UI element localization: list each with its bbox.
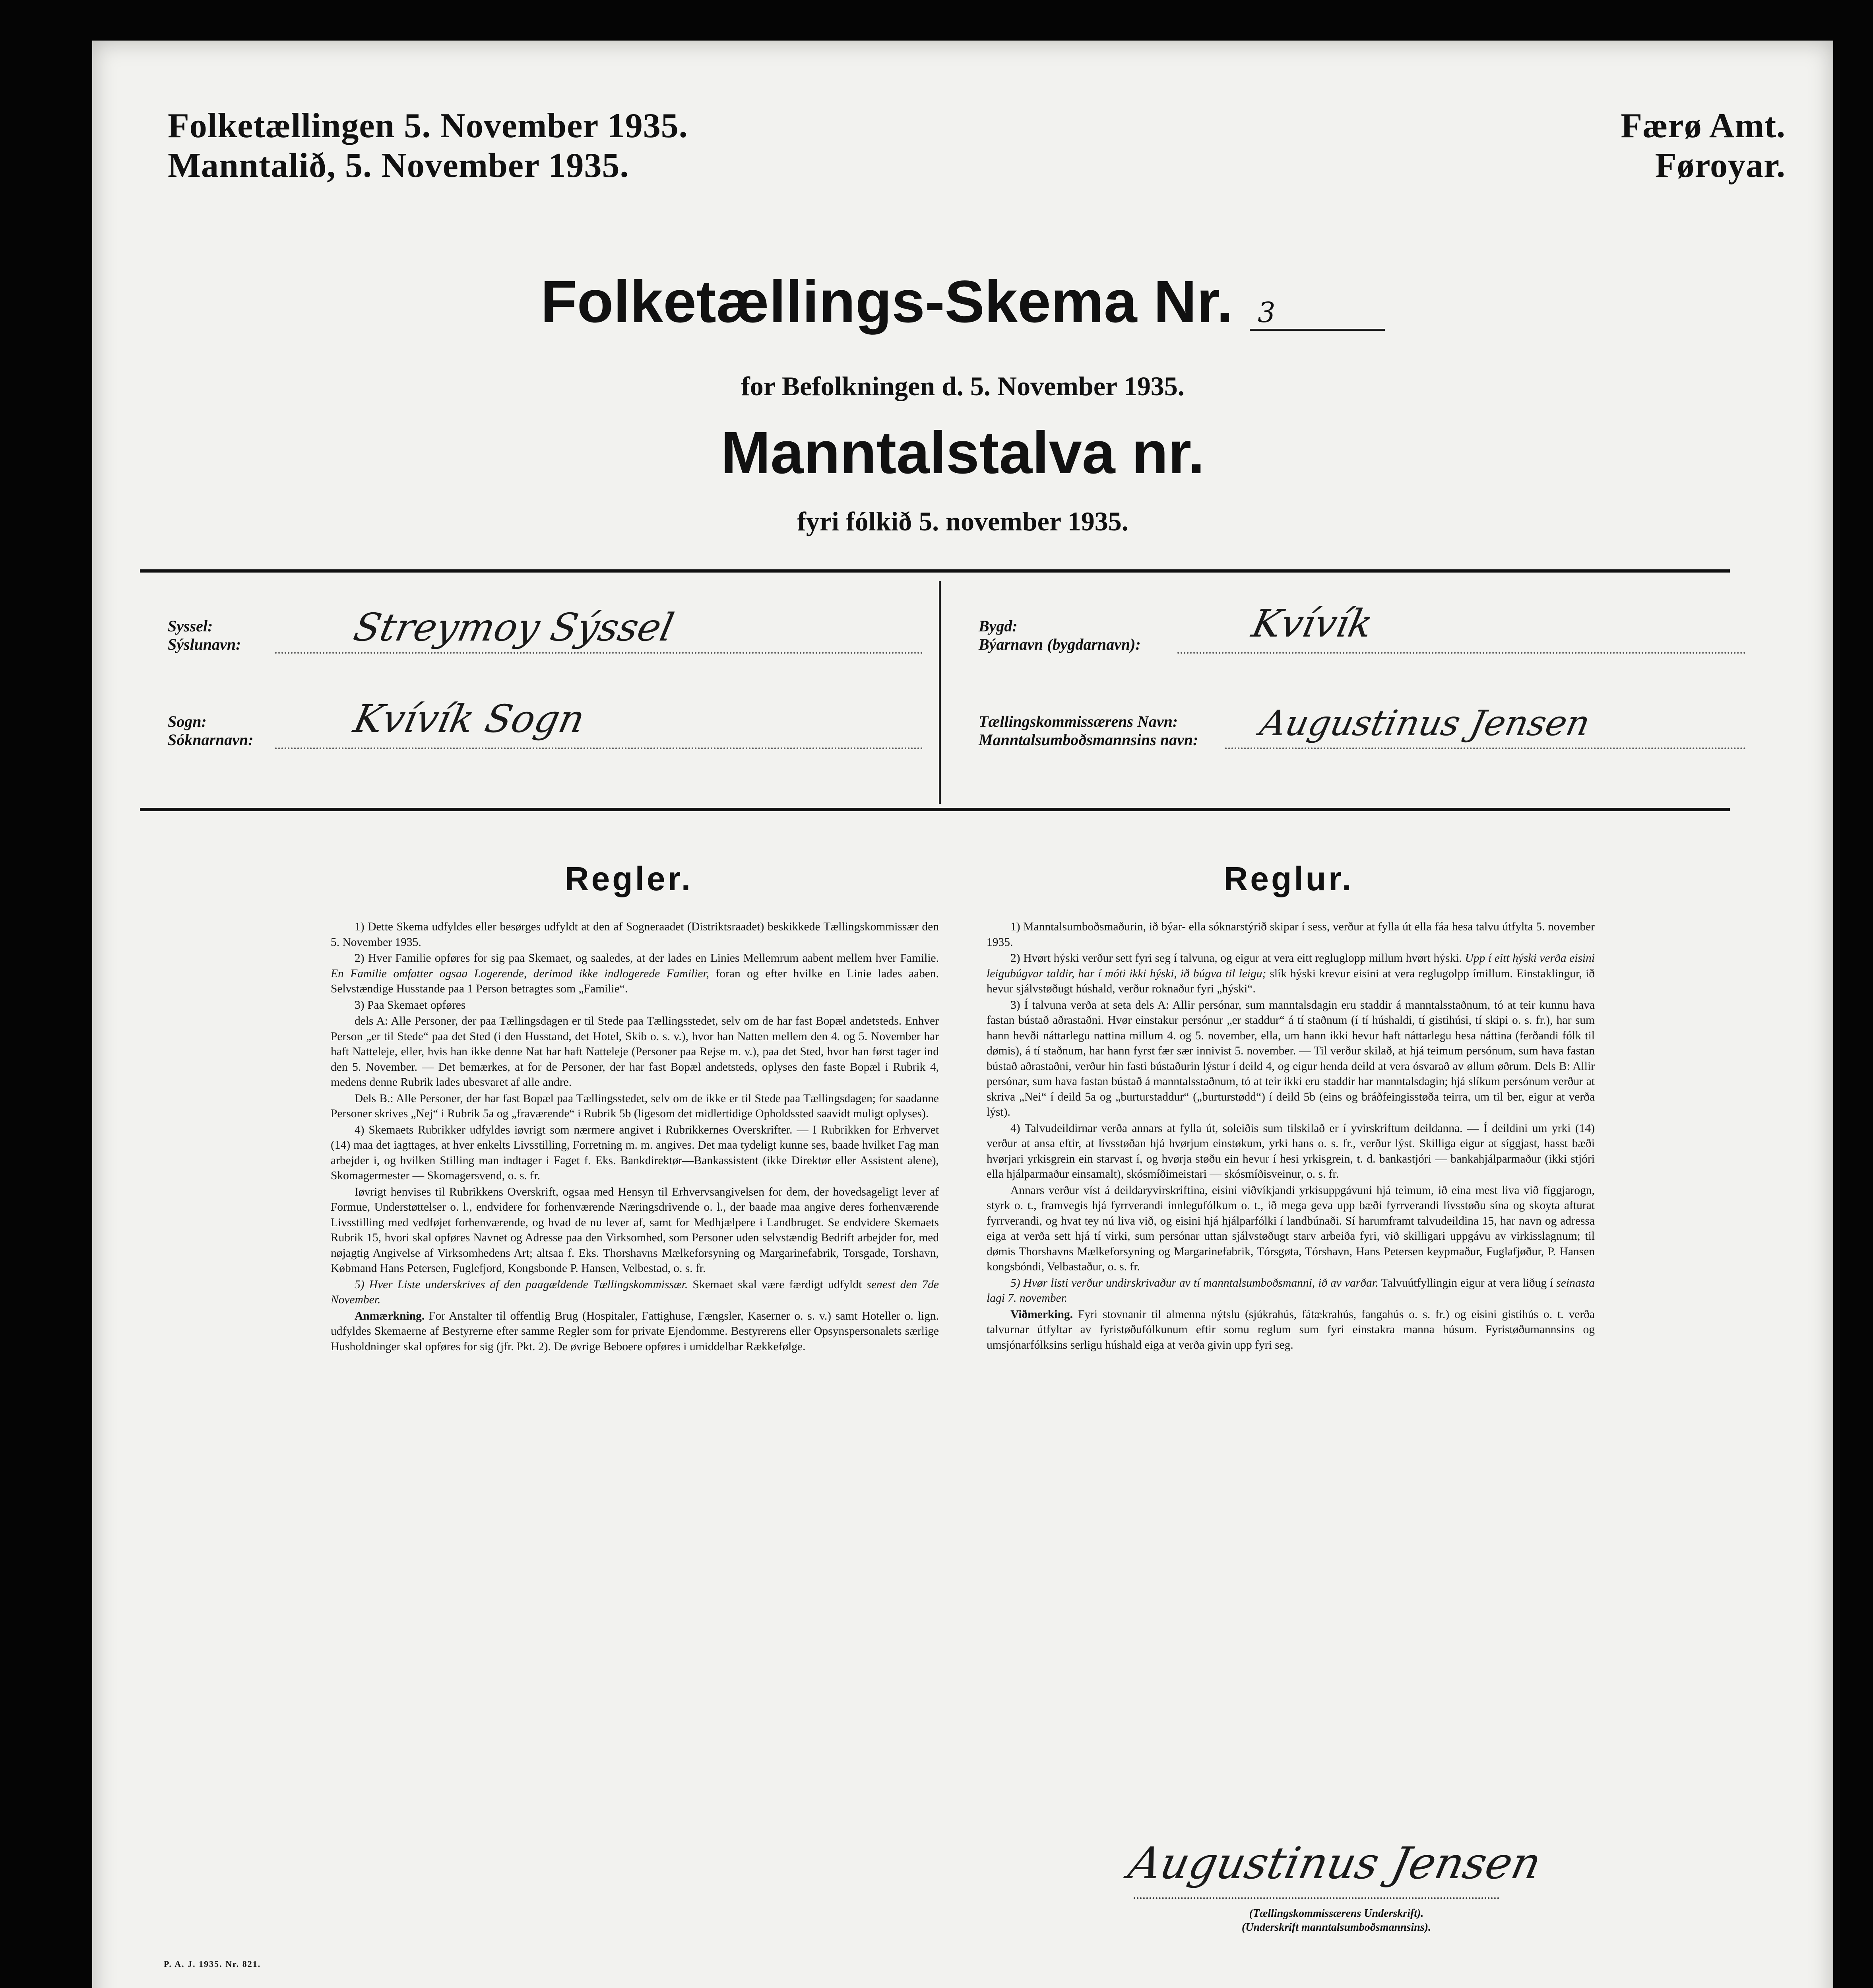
- rule-da-3: 3) Paa Skemaet opføres: [355, 998, 466, 1011]
- header-census-da: Folketællingen 5. November 1935.: [168, 107, 688, 145]
- rule-fo-note: [987, 1307, 1595, 1353]
- bottom-divider: [140, 808, 1730, 811]
- rule-da-note: [331, 1309, 939, 1355]
- bygd-dotted-line: [1177, 652, 1746, 654]
- census-form-page: [92, 41, 1833, 1988]
- printer-imprint: P. A. J. 1935. Nr. 821.: [164, 1959, 261, 1969]
- syssel-dotted-line: [275, 652, 923, 654]
- rule-da-1: 1) Dette Skema udfyldes eller besørges udfyldt at den af Sogneraadet (Distriktsraadet) beskikkede Tællingskommissær den 5. November 1935.: [331, 920, 939, 949]
- rule-da-3a: dels A: Alle Personer, der paa Tællingsdagen er til Stede paa Tællingsstedet, selv om de har fast Bopæl andetsteds. Enhver Person „er til Stede“ paa det Sted (i den Husstand, det Hotel, Skib o. s. v.), hvor han Natten mellem den 4. og 5. November har haft Natteleje, eller, hvis han ikke denne Nat har haft Natteleje (Personer paa Rejse m. v.), paa det Sted, hvor han først tager ind den 5. November. — Det bemærkes, at for de Personer, der har fast Bopæl andetsteds, oplyses den faste Bopæl i Rubrik 4, medens denne Rubrik lades ubesvaret af alle andre.: [331, 1015, 939, 1089]
- rules-heading-danish: Regler.: [564, 860, 693, 897]
- header-amt: Færø Amt.: [1621, 107, 1786, 145]
- commissioner-label-fo: Manntalsumboðsmannsins navn:: [979, 731, 1198, 749]
- sogn-label-fo: Sóknarnavn:: [168, 731, 254, 749]
- rule-da-3b: Dels B.: Alle Personer, der har fast Bopæl paa Tællingsstedet, selv om de ikke er til Stede paa Tællingsdagen; for saadanne Personer skrives „Nej“ i Rubrik 5a og „fraværende“ i Rubrik 5b (ligesom det midlertidige Opholdssted saavidt muligt oplyses).: [331, 1092, 939, 1120]
- rule-fo-5c: seinasta lagi 7. november.: [987, 1276, 1595, 1305]
- header-census-fo: Manntalið, 5. November 1935.: [168, 146, 629, 185]
- bygd-label-fo: Býarnavn (bygdarnavn):: [979, 635, 1141, 653]
- rule-da-2c: foran og efter hvilke en Linie lades aaben. Selvstændige Husstande paa 1 Person betragtes som „Familie“.: [331, 967, 939, 995]
- rule-da-4b: Iøvrigt henvises til Rubrikkens Overskrift, ogsaa med Hensyn til Erhvervsangivelsen for dem, der hovedsageligt lever af Formue, Understøttelser o. l., endvidere for forhenværende Næringsdrivende o. l., der baade maa angive deres forhenværende Livsstilling med vedføjet forhenværende, og hvad de nu lever af, samt for Medhjælpere i Landbruget. Se endvidere Skemaets Rubrik 15, hvori skal opføres Navnet og Adresse paa den Virksomhed, som Personer uden selvstændig Bedrift arbejder for, med nøjagtig Angivelse af Virksomhedens Art; altsaa f. Eks. Thorshavns Mælkeforsyning og Margarinefabrik, Torsgade, Torshavn, Købmand Hans Petersen, Fuglefjord, Kongsbonde P. Hansen, Velbestad, o. s. fr.: [331, 1185, 939, 1275]
- rule-fo-5b: Talvuútfyllingin eigur at vera liðug í: [1381, 1276, 1553, 1289]
- rule-da-note-text: For Anstalter til offentlig Brug (Hospitaler, Fattighuse, Fængsler, Kaserner o. s. v.) samt Hoteller o. lign. udfyldes Skemaerne af Bestyrerne efter samme Regler som for private Ejendomme. Bestyrerens eller Opsynspersonalets særlige Husholdninger skal opføres for sig (jfr. Pkt. 2). De øvrige Beboere opføres i umiddelbar Rækkefølge.: [331, 1309, 939, 1353]
- syssel-label: Syssel:: [168, 617, 213, 635]
- rule-da-note-label: Anmærkning.: [355, 1309, 425, 1322]
- rule-da-5: [331, 1277, 939, 1308]
- rule-da-4: 4) Skemaets Rubrikker udfyldes iøvrigt som nærmere angivet i Rubrikkernes Overskrifter. — I Rubrikken for Erhvervet (14) maa det iagttages, at hver enkelts Livsstilling, Forretning m. m. angives. Det maa tydeligt kunne ses, baade hvilket Fag man arbejder i, og hvilken Stilling man indtager i Faget f. Eks. Bankdirektør—Bankassistent (ikke Direktør eller Assistent alene), Skomagermester — Skomagersvend, o. s. fr.: [331, 1123, 939, 1182]
- signature-caption-da: (Tællingskommissærens Underskrift).: [1249, 1907, 1424, 1920]
- form-subtitle: for Befolkningen d. 5. November 1935.: [741, 371, 1185, 401]
- rule-fo-4: 4) Talvudeildirnar verða annars at fylla út, soleiðis sum tilskilað er í yvirskriftum deildanna. — Í deildini um yrki (14) verður at ansa eftir, at lívsstøðan hjá hvørjum einstøkum, yrki hans o. s. fr., verður lýst. Skilliga eigur at síggjast, hasst bæði hvørjari yrkisgrein ein starvast í, og hvørja støðu ein hevur í hesi yrkisgrein, t. d. bankastjóri — bankahjálparmaður (ikki stjóri ella hjálparmaður einsamalt), skósmíðimeistari — skósmíðisveinur, o. s. fr.: [987, 1122, 1595, 1180]
- form-title-text: Folketællings-Skema Nr.: [541, 268, 1233, 335]
- field-column-divider: [939, 581, 941, 804]
- signature-caption-fo: (Underskrift manntalsumboðsmannsins).: [1241, 1921, 1431, 1934]
- rule-fo-note-text: Fyri stovnanir til almenna nýtslu (sjúkrahús, fátækrahús, fangahús o. s. fr.) og eisini gistihús o. t. verða talvurnar útfyltar av fyristøðufólkunum eftir somu reglum sum fyri einstakra manna húsum. Fyristøðumannsins og umsjónarfólksins serligu húshald eiga at verða givin upp fyri seg.: [987, 1308, 1595, 1351]
- rule-da-2a: 2) Hver Familie opføres for sig paa Skemaet, og saaledes, at der lades en Linies Mellemrum aabent mellem hver Familie.: [355, 952, 939, 965]
- rule-fo-2a: 2) Hvørt hýski verður sett fyri seg í talvuna, og eigur at vera eitt regluglopp millum hvørt hýski.: [1010, 952, 1462, 965]
- signature-dotted-line: [1134, 1897, 1499, 1899]
- commissioner-label: Tællingskommissærens Navn:: [979, 712, 1178, 730]
- rule-fo-note-label: Viðmerking.: [1010, 1308, 1073, 1321]
- sogn-value[interactable]: Kvívík Sogn: [350, 697, 589, 741]
- signature-handwritten[interactable]: Augustinus Jensen: [1124, 1838, 1546, 1889]
- commissioner-dotted-line: [1225, 747, 1746, 749]
- sogn-label: Sogn:: [168, 712, 207, 730]
- form-subtitle-faroese: fyri fólkið 5. november 1935.: [797, 506, 1128, 536]
- header-foroyar: Føroyar.: [1655, 146, 1786, 185]
- form-title: [92, 267, 1833, 336]
- rules-danish: [331, 919, 939, 1355]
- syssel-label-fo: Sýslunavn:: [168, 635, 241, 653]
- sogn-dotted-line: [275, 747, 923, 749]
- top-divider: [140, 569, 1730, 573]
- form-number-field[interactable]: 3: [1250, 296, 1385, 331]
- bygd-label: Bygd:: [979, 617, 1018, 635]
- rule-da-5b: Skemaet skal være færdigt udfyldt: [692, 1278, 862, 1291]
- rule-fo-2: [987, 951, 1595, 997]
- bygd-value[interactable]: Kvívík: [1248, 601, 1377, 646]
- header-left: [168, 106, 688, 186]
- rule-da-5c: senest den 7de November.: [331, 1278, 939, 1306]
- rule-fo-3: 3) Í talvuna verða at seta dels A: Allir persónar, sum manntalsdagin eru staddir á manntalsstaðnum, tó at teir kunnu hava fastan bústað aðrastaðni. Hvør einstakur persónur „er staddur“ á tí staðnum (í tí húshaldi, tí gistihúsi, tí skipi o. s. fr.), har sum hann hevði náttarlegu nattina millum 4. og 5. november, ella, um hann ikki hevur haft náttarlegu hesa náttina (ferðandi fólk til dømis), á tí staðnum, har hann fyrst fær sær innivist 5. november. — Til verður skilað, at hjá teimum persónum, sum hava fastan bústað aðrastaðni, verður hin fasti bústaðurin lýstur í deild 4, og eigur henda deild at vera ósvarað av øllum øðrum. Dels B: Allir persónar, sum hava fastan bústað á manntalsstaðnum, tó at teir ikki eru staddir har manntalsdagin; hjá slíkum persónum verður at skriva „Nei“ í deild 5a og „burturstaddur“ („burturstødd“) í deild 5b (eins og bráðfeingisstøða teirra, um til ber, eigur at verða lýst).: [987, 998, 1595, 1118]
- rule-da-5a: 5) Hver Liste underskrives af den paagældende Tællingskommissær.: [355, 1278, 688, 1291]
- rule-fo-5a: 5) Hvør listi verður undirskrivaður av tí manntalsumboðsmanni, ið av varðar.: [1010, 1276, 1379, 1289]
- rule-fo-5: [987, 1276, 1595, 1306]
- rule-fo-1: 1) Manntalsumboðsmaðurin, ið býar- ella sóknarstýrið skipar í sess, verður at fylla út ella fáa hesa talvu útfylta 5. november 1935.: [987, 920, 1595, 949]
- rules-faroese: [987, 919, 1595, 1353]
- header-right: [1621, 106, 1786, 186]
- commissioner-value[interactable]: Augustinus Jensen: [1256, 703, 1594, 744]
- rule-da-2b: En Familie omfatter ogsaa Logerende, derimod ikke indlogerede Familier,: [331, 967, 709, 980]
- rule-fo-2b: Upp í eitt hýski verða eisini leigubúgvar taldir, har í móti ikki hýski, ið búgva til leigu;: [987, 952, 1595, 980]
- rule-fo-2c: slík hýski krevur eisini at vera reglugolpp ímillum. Einstaklingur, ið hevur sjálvstøðugt húshald, verður roknaður fyri „hýski“.: [987, 967, 1595, 995]
- rule-da-2: [331, 951, 939, 997]
- form-title-faroese: Manntalstalva nr.: [721, 419, 1205, 486]
- rule-fo-4b: Annars verður víst á deildaryvirskriftina, eisini viðvíkjandi yrkisuppgávuni hjá teimum, ið eina mest liva við fíggjarogn, styrk o. t., framvegis hjá fyrrverandi innlegufólkum o. t., ið mega geva upp bæði fyrrverandi lívsstøðu sína og skoyta afturat fyrrverandi, og hvat tey nú liva við, og eisini hjá hjálparfólki í landbúnaði. Sí harumframt talvudeildina 15, har navn og adressa eiga at verða sett hjá tí virki, sum persónar uttan sjálvstøðugt starv arbeiða fyri, við skilligari uppgávu av virkisslagnum; til dømis Thorshavns Mælkeforsyning og Margarinefabrik, Tórsgøta, Tórshavn, Hans Petersen keypmaður, Fuglafjøður, P. Hansen kongsbóndi, Velbastaður, o. s. fr.: [987, 1184, 1595, 1273]
- rules-heading-faroese: Reglur.: [1223, 860, 1354, 897]
- syssel-value[interactable]: Streymoy Sýssel: [350, 605, 678, 650]
